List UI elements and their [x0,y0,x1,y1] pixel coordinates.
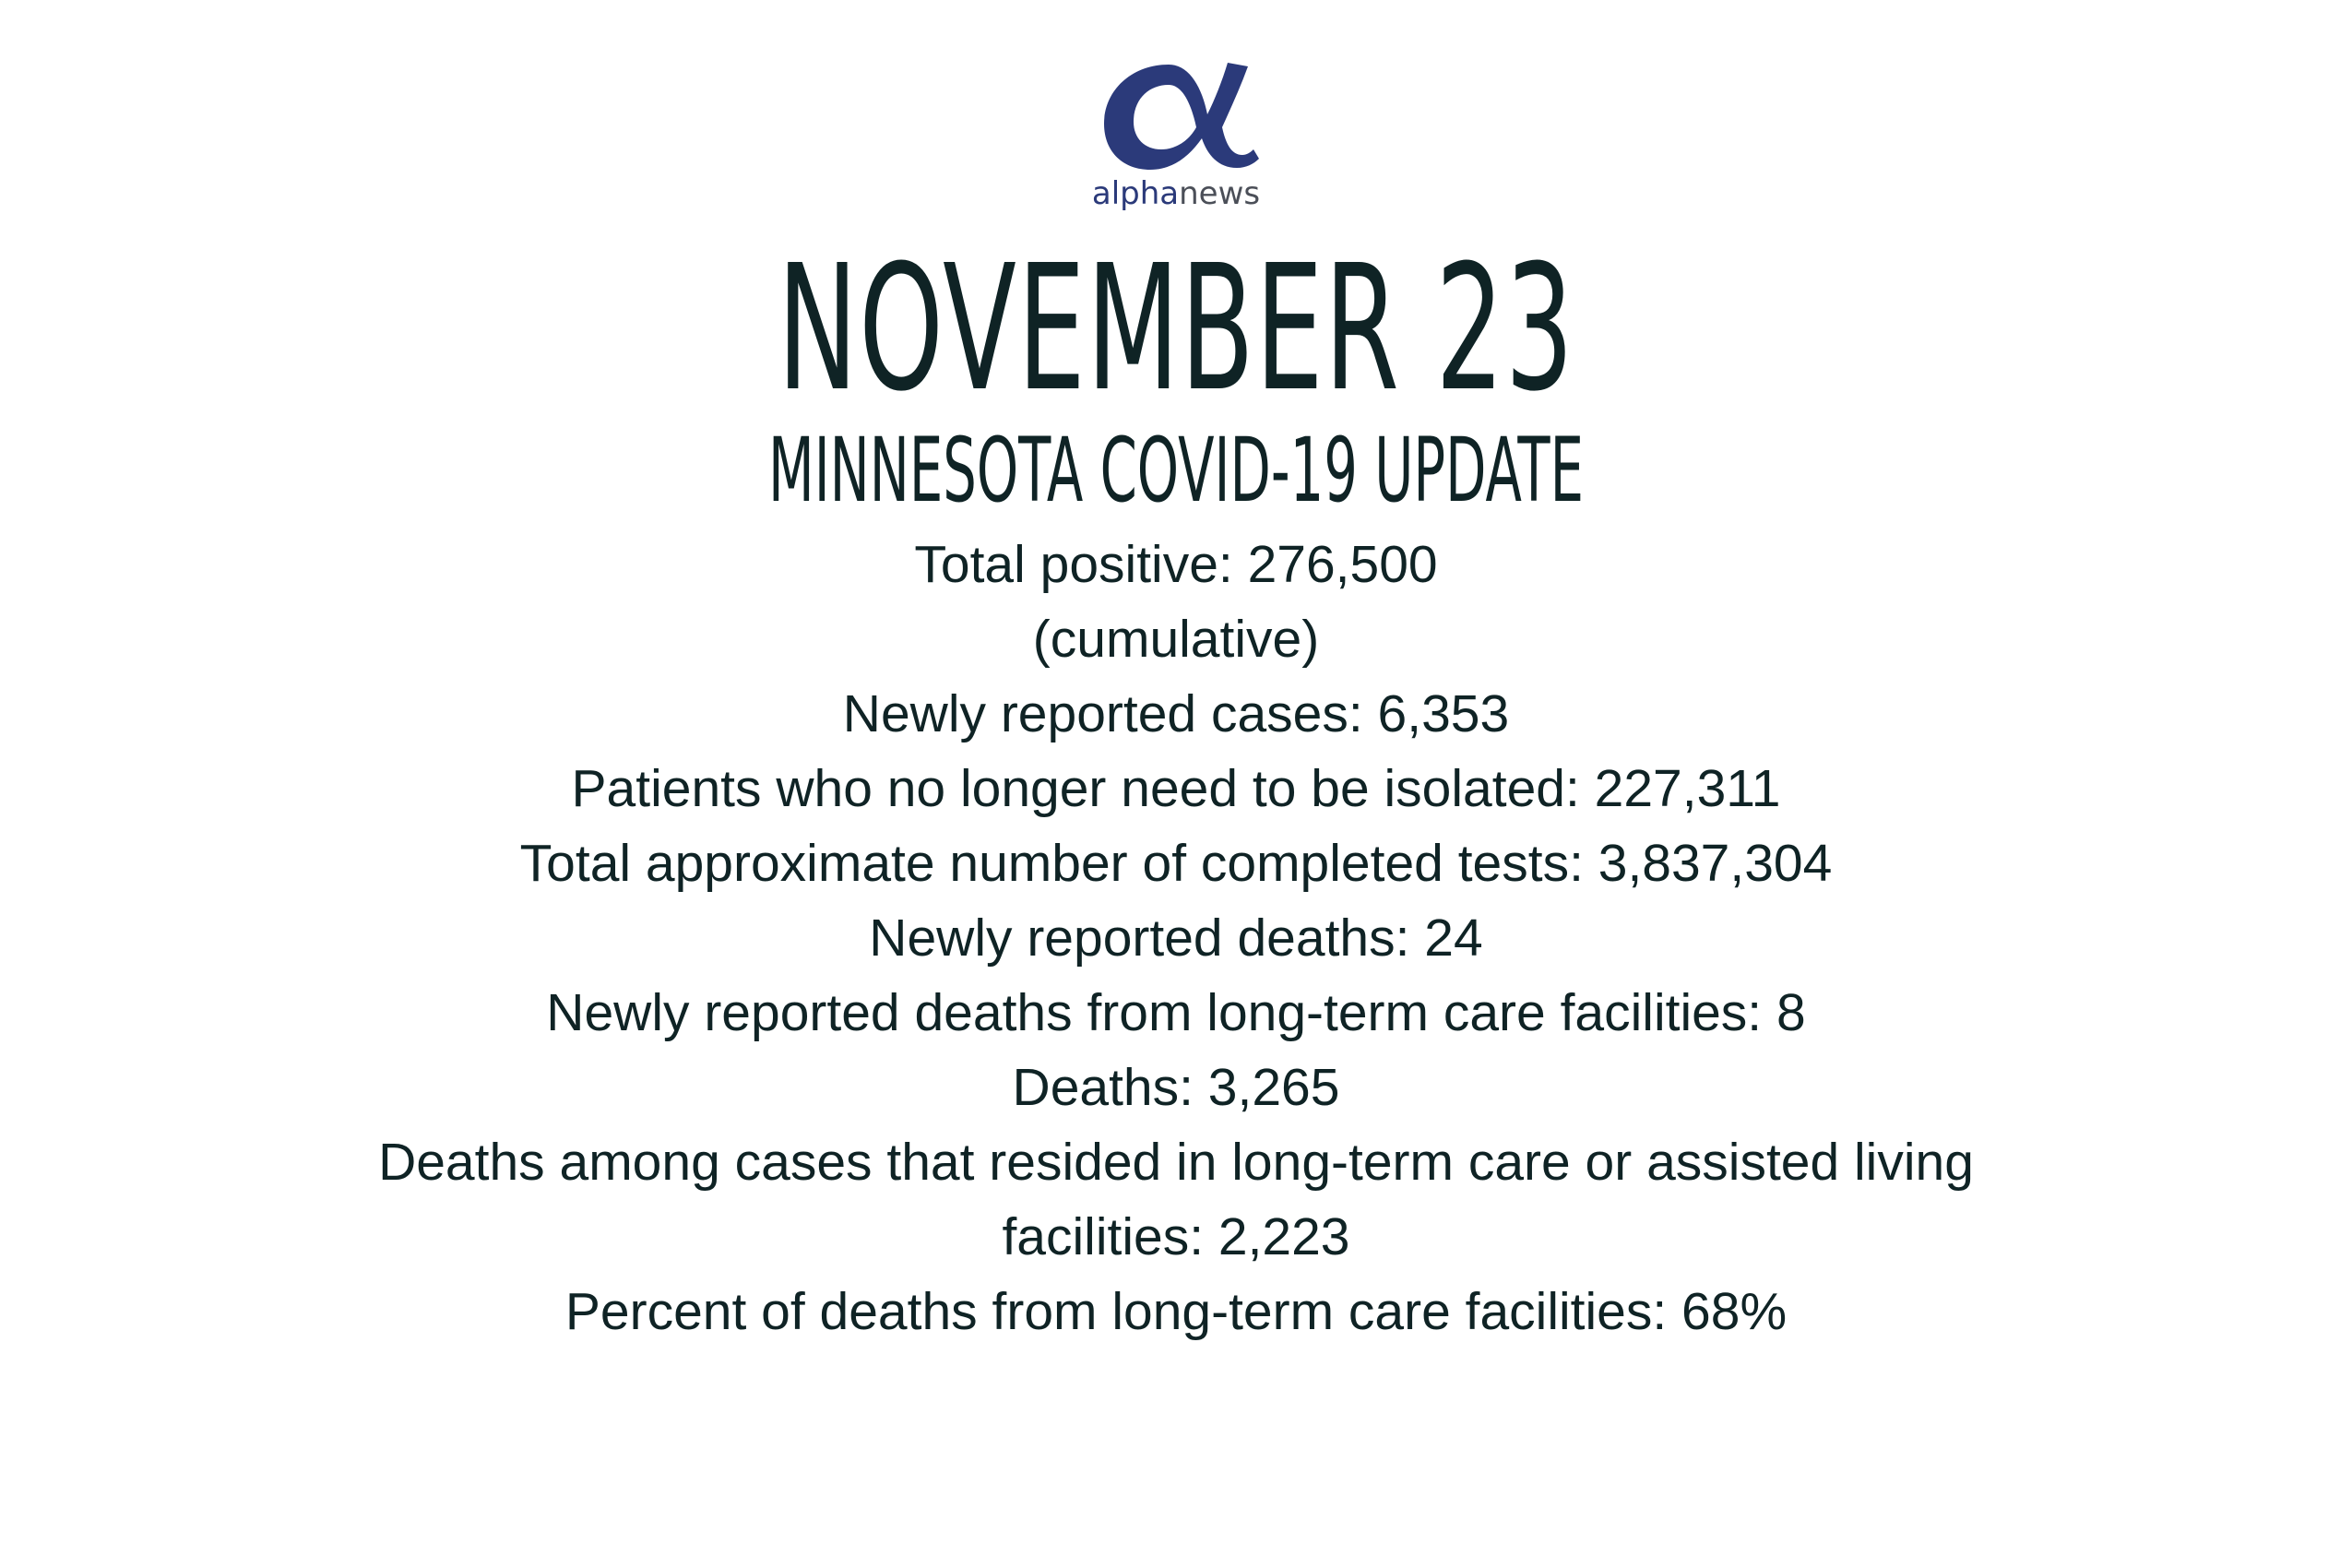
stat-line-new-cases: Newly reported cases: 6,353 [842,684,1510,743]
date-title: NOVEMBER 23 [777,228,1575,430]
alphanews-logo [0,53,2352,212]
stat-line-new-ltc-deaths: Newly reported deaths from long-term care facilities: 8 [546,983,1806,1042]
logo-news-text: news [1179,175,1261,212]
logo-wordmark [0,175,2352,212]
stat-line-ltc-deaths-part2: facilities: 2,223 [1002,1207,1350,1266]
stat-line-completed-tests: Total approximate number of completed tests: 3,837,304 [519,834,1833,893]
logo-alpha-text: alpha [1091,175,1180,212]
stat-line-new-deaths: Newly reported deaths: 24 [869,909,1483,968]
stat-line-cumulative: (cumulative) [1032,610,1320,669]
update-subtitle: MINNESOTA COVID-19 UPDATE [767,419,1584,522]
stat-line-ltc-deaths-part1: Deaths among cases that resided in long-term care or assisted living [378,1133,1974,1192]
stats-list [0,528,2352,1349]
stat-line-total-positive: Total positive: 276,500 [914,535,1438,594]
stat-line-no-longer-isolated: Patients who no longer need to be isolated: 227,311 [571,759,1781,818]
alpha-logo-icon [1084,53,1268,173]
stat-line-deaths: Deaths: 3,265 [1012,1058,1340,1117]
stat-line-ltc-percent: Percent of deaths from long-term care facilities: 68% [564,1282,1788,1341]
